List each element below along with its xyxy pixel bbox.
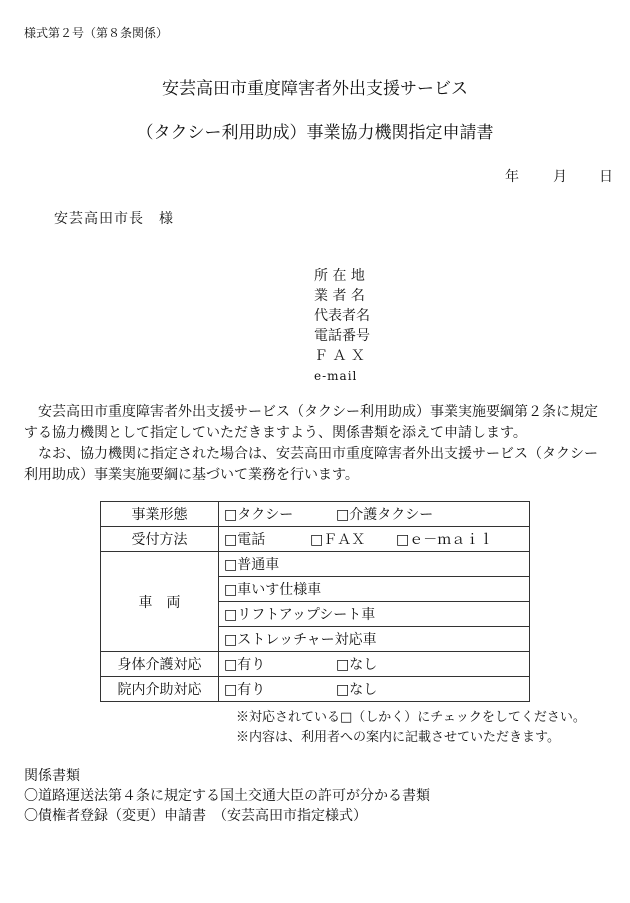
body-paragraph-2: なお、協力機関に指定された場合は、安芸高田市重度障害者外出支援サービス（タクシー利用助成）事業実施要綱に基づいて業務を行います。 bbox=[24, 446, 598, 483]
body-text bbox=[24, 402, 608, 486]
date-line bbox=[505, 166, 613, 186]
table-row-business-type bbox=[101, 502, 530, 527]
related-docs-heading: 関係書類 bbox=[24, 768, 80, 784]
table-row-body-care bbox=[101, 652, 530, 677]
checkbox-body-care-no[interactable]: □なし bbox=[336, 657, 378, 673]
label-business-type: 事業形態 bbox=[101, 502, 219, 527]
checkbox-lift-seat-car[interactable]: □リフトアップシート車 bbox=[219, 602, 530, 627]
checkbox-phone[interactable]: □電話 bbox=[224, 532, 266, 548]
form-number: 様式第２号（第８条関係） bbox=[24, 26, 169, 40]
note-check-instruction: ※対応されている□（しかく）にチェックをしてください。 bbox=[236, 710, 586, 725]
body-paragraph-1: 安芸高田市重度障害者外出支援サービス（タクシー利用助成）事業実施要綱第２条に規定する協力機関として指定していただきますよう、関係書類を添えて申請します。 bbox=[24, 404, 598, 441]
addressee: 安芸高田市長 様 bbox=[54, 211, 174, 227]
note-info-usage: ※内容は、利用者への案内に記載させていただきます。 bbox=[236, 730, 560, 745]
service-table bbox=[100, 501, 530, 702]
document-title-line2: （タクシー利用助成）事業協力機関指定申請書 bbox=[136, 123, 494, 143]
checkbox-wheelchair-car[interactable]: □車いす仕様車 bbox=[219, 577, 530, 602]
document-title-line1: 安芸高田市重度障害者外出支援サービス bbox=[162, 79, 468, 99]
label-hospital-assist: 院内介助対応 bbox=[101, 677, 219, 702]
checkbox-stretcher-car[interactable]: □ストレッチャー対応車 bbox=[219, 627, 530, 652]
checkbox-hospital-assist-yes[interactable]: □有り bbox=[224, 682, 266, 698]
related-doc-item-1: 〇道路運送法第４条に規定する国土交通大臣の許可が分かる書類 bbox=[24, 788, 430, 804]
date-year: 年 bbox=[505, 169, 519, 185]
table-row-reception bbox=[101, 527, 530, 552]
table-row-vehicle bbox=[101, 552, 530, 577]
checkbox-standard-car[interactable]: □普通車 bbox=[219, 552, 530, 577]
checkbox-care-taxi[interactable]: □介護タクシー bbox=[336, 507, 434, 523]
checkbox-body-care-yes[interactable]: □有り bbox=[224, 657, 266, 673]
field-address: 所 在 地 bbox=[314, 268, 365, 284]
label-body-care: 身体介護対応 bbox=[101, 652, 219, 677]
table-row-hospital-assist bbox=[101, 677, 530, 702]
checkbox-email[interactable]: □ｅ－ｍａｉｌ bbox=[396, 532, 494, 548]
checkbox-fax[interactable]: □ＦＡＸ bbox=[310, 532, 366, 548]
field-phone: 電話番号 bbox=[314, 328, 370, 344]
applicant-fields bbox=[314, 266, 370, 386]
field-email: e-mail bbox=[314, 369, 358, 383]
date-day: 日 bbox=[599, 169, 613, 185]
checkbox-taxi[interactable]: □タクシー bbox=[224, 507, 294, 523]
label-vehicle: 車 両 bbox=[101, 552, 219, 652]
related-documents bbox=[24, 766, 430, 826]
date-month: 月 bbox=[553, 169, 567, 185]
field-fax: Ｆ Ａ Ｘ bbox=[314, 348, 365, 364]
related-doc-item-2: 〇債権者登録（変更）申請書 （安芸高田市指定様式） bbox=[24, 808, 367, 824]
checkbox-hospital-assist-no[interactable]: □なし bbox=[336, 682, 378, 698]
field-representative: 代表者名 bbox=[314, 308, 370, 324]
label-reception: 受付方法 bbox=[101, 527, 219, 552]
field-company-name: 業 者 名 bbox=[314, 288, 365, 304]
notes bbox=[236, 708, 586, 748]
